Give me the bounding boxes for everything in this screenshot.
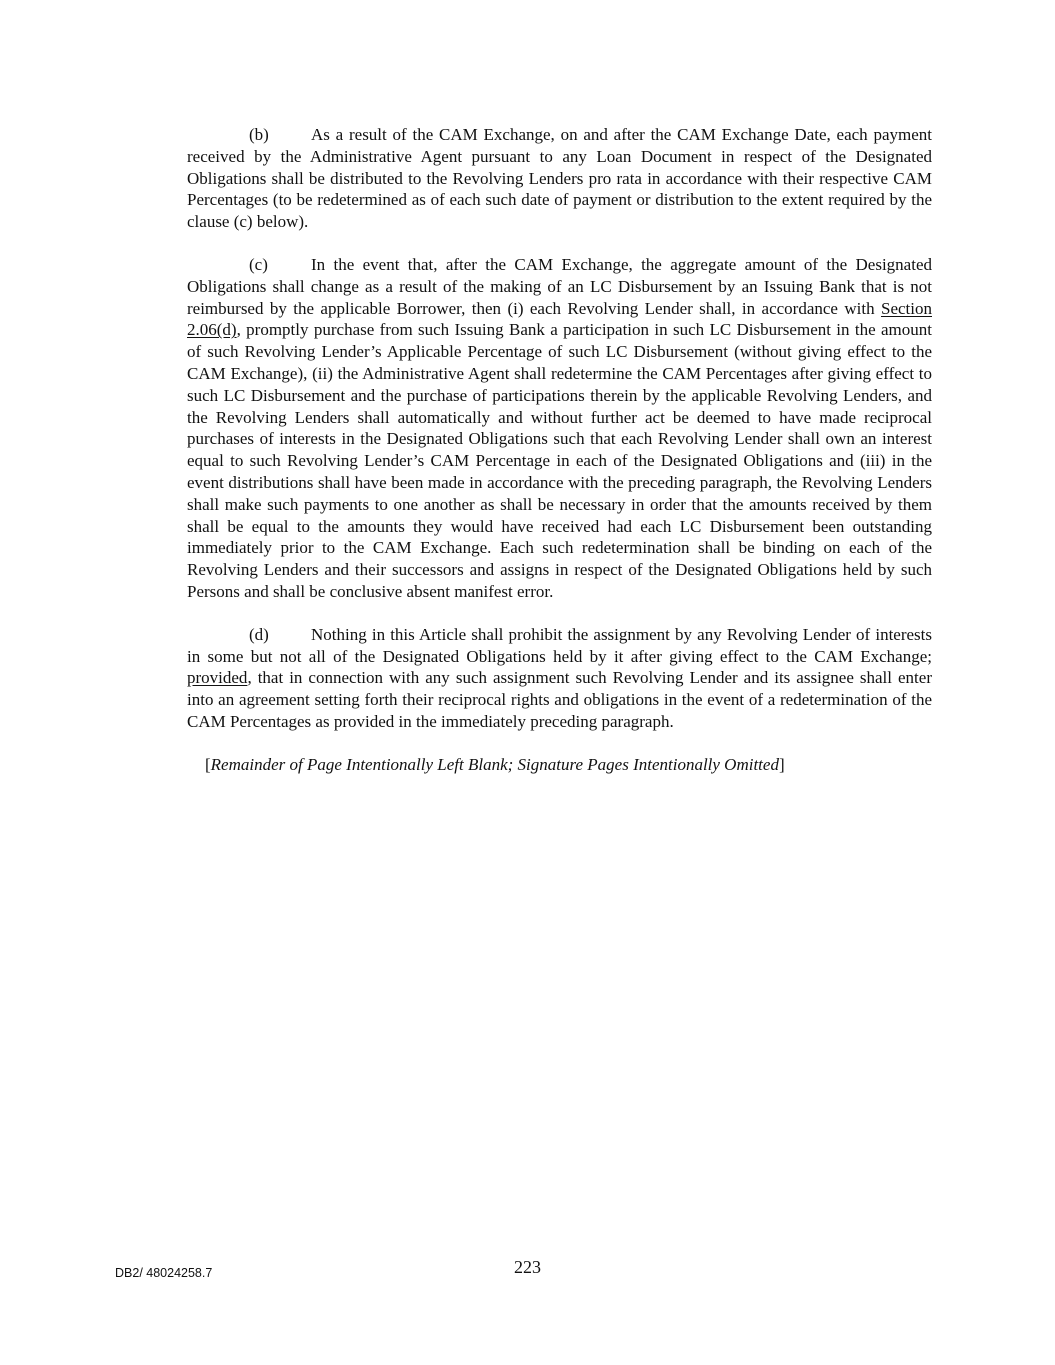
document-id: DB2/ 48024258.7 [115, 1266, 213, 1280]
remainder-note [205, 754, 932, 776]
paragraph-b [187, 124, 932, 233]
remainder-note-text: Remainder of Page Intentionally Left Blank; Signature Pages Intentionally Omitted [210, 754, 779, 774]
bracket-close: ] [778, 754, 785, 774]
paragraph-text: Nothing in this Article shall prohibit the assignment by any Revolving Lender of interests in some but not all of the Designated Obligations held by it after giving effect to the CAM Exchange; [187, 624, 932, 666]
paragraph-text: , promptly purchase from such Issuing Bank a participation in such LC Disbursement in the amount of such Revolving Lender’s Applicable Percentage of such LC Disbursement (without giving effect to the CAM Exchange), (ii) the Administrative Agent shall redetermine the CAM Percentages after giving effect to such LC Disbursement and the purchase of participations therein by the applicable Revolving Lenders, and the Revolving Lenders shall automatically and without further act be deemed to have made reciprocal purchases of interests in the Designated Obligations such that each Revolving Lender shall own an interest equal to such Revolving Lender’s CAM Percentage in each of the Designated Obligations and (iii) in the event distributions shall have been made in accordance with the preceding paragraph, the Revolving Lenders shall make such payments to one another as shall be necessary in order that the amounts received by them shall be equal to the amounts they would have received had each LC Disbursement been outstanding immediately prior to the CAM Exchange. Each such redetermination shall be binding on each of the Revolving Lenders and their successors and assigns in respect of the Designated Obligations held by such Persons and shall be conclusive absent manifest error. [187, 320, 932, 601]
paragraph-c [187, 254, 932, 603]
paragraph-label: (d) [249, 624, 269, 644]
provided-term: provided [187, 668, 248, 688]
paragraph-text: , that in connection with any such assignment such Revolving Lender and its assignee shall enter into an agreement setting forth their reciprocal rights and obligations in the event of a redetermination of the CAM Percentages as provided in the immediately preceding paragraph. [187, 668, 932, 731]
paragraph-text: In the event that, after the CAM Exchange, the aggregate amount of the Designated Obligations shall change as a result of the making of an LC Disbursement by an Issuing Bank that is not reimbursed by the applicable Borrower, then (i) each Revolving Lender shall, in accordance with [187, 254, 932, 318]
paragraph-text: As a result of the CAM Exchange, on and after the CAM Exchange Date, each payment received by the Administrative Agent pursuant to any Loan Document in respect of the Designated Obligations shall be distributed to the Revolving Lenders pro rata in accordance with their respective CAM Percentages (to be redetermined as of each such date of payment or distribution to the extent required by the clause (c) below). [187, 125, 932, 232]
paragraph-d [187, 624, 932, 733]
paragraph-label: (c) [249, 254, 268, 274]
bracket-open: [ [205, 754, 211, 774]
paragraph-label: (b) [249, 125, 269, 144]
page-number: 223 [514, 1257, 541, 1277]
section-reference-link[interactable]: Section 2.06(d) [187, 298, 932, 340]
document-body [187, 124, 932, 797]
